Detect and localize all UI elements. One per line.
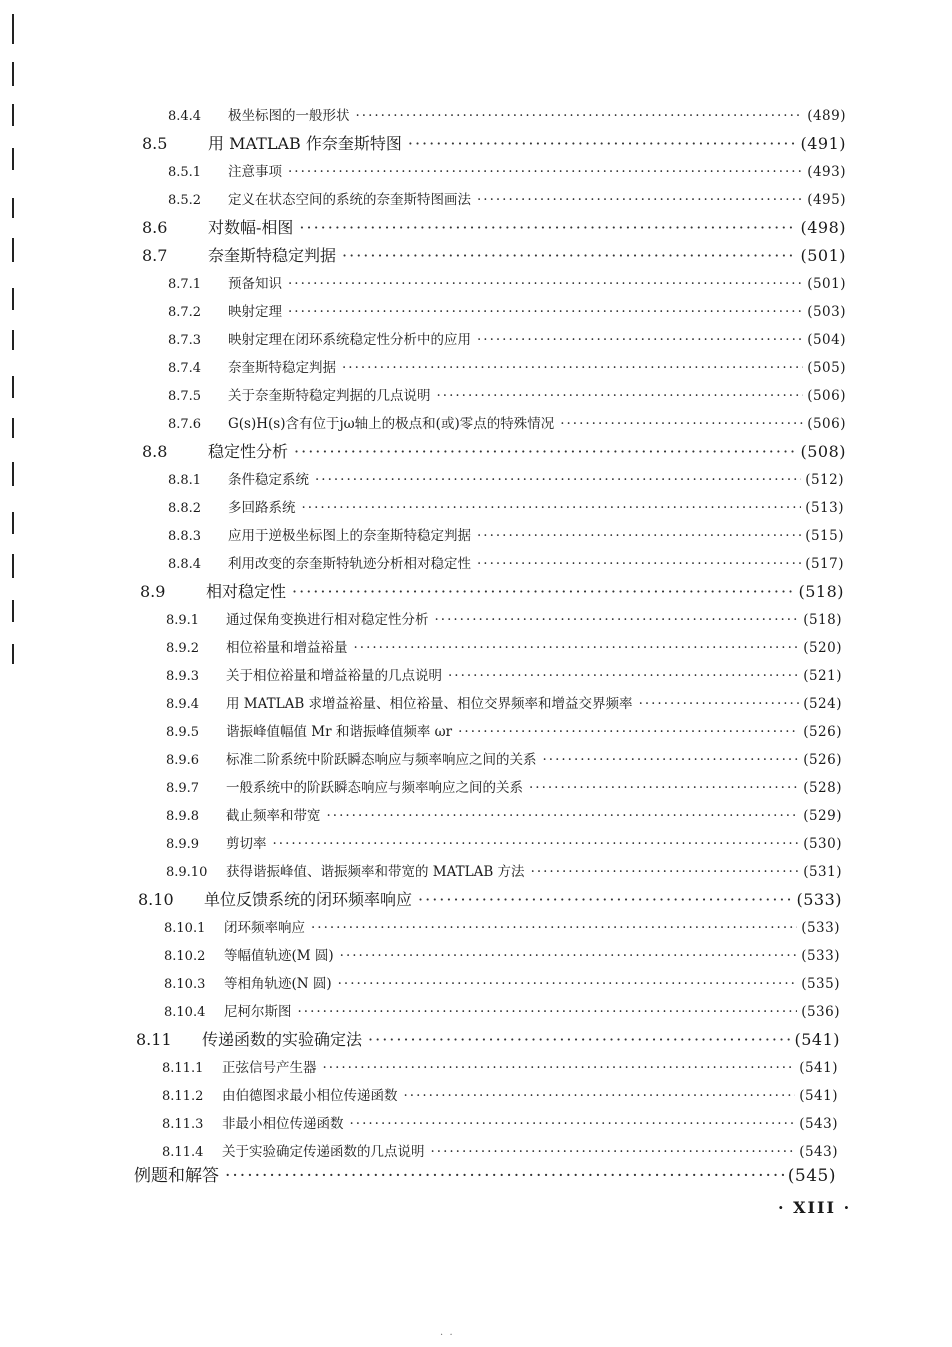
toc-leader-dots — [435, 608, 800, 632]
toc-entry[interactable] — [166, 860, 842, 884]
toc-entry-title: 奈奎斯特稳定判据 — [208, 246, 337, 265]
toc-entry-page: (506) — [807, 416, 846, 432]
toc-entry-title: 传递函数的实验确定法 — [202, 1030, 363, 1049]
toc-leader-dots — [340, 944, 798, 968]
toc-entry[interactable] — [166, 608, 842, 632]
toc-entry-title: 相对稳定性 — [206, 582, 287, 601]
toc-leader-dots — [342, 244, 796, 268]
toc-leader-dots — [315, 468, 801, 492]
toc-entry[interactable] — [136, 1028, 840, 1052]
toc-leader-dots — [311, 916, 797, 940]
toc-entry-title: 应用于逆极坐标图上的奈奎斯特稳定判据 — [228, 528, 471, 544]
toc-entry[interactable] — [162, 1056, 838, 1080]
toc-entry-page: (531) — [803, 864, 842, 880]
toc-entry-number: 8.8.4 — [168, 557, 202, 572]
toc-entry-title: 映射定理 — [228, 304, 282, 320]
toc-entry-number: 8.5.1 — [168, 165, 202, 180]
toc-entry-number: 8.11.1 — [162, 1061, 204, 1076]
toc-entry-number: 8.4.4 — [168, 109, 202, 124]
toc-entry[interactable] — [168, 496, 844, 520]
toc-entry-number: 8.11.4 — [162, 1145, 204, 1160]
page-number-marker: · XIII · — [778, 1198, 852, 1217]
toc-entry-page: (495) — [807, 192, 846, 208]
toc-entry-number: 8.5 — [142, 134, 168, 153]
toc-entry-number: 8.7.5 — [168, 389, 202, 404]
toc-entry-page: (506) — [807, 388, 846, 404]
toc-entry-page: (543) — [799, 1116, 838, 1132]
toc-entry[interactable] — [162, 1112, 838, 1136]
toc-entry[interactable] — [168, 552, 844, 576]
toc-entry-page: (501) — [807, 276, 846, 292]
toc-entry-number: 8.6 — [142, 218, 168, 237]
toc-entry-title: 等幅值轨迹(M 圆) — [224, 948, 334, 964]
toc-leader-dots — [302, 496, 802, 520]
toc-entry-page: (503) — [807, 304, 846, 320]
toc-entry-page: (533) — [796, 890, 842, 909]
toc-entry-number: 8.9 — [140, 582, 166, 601]
toc-entry-title: G(s)H(s)含有位于jω轴上的极点和(或)零点的特殊情况 — [228, 416, 555, 432]
scan-edge-mark — [12, 330, 14, 350]
toc-entry[interactable] — [164, 944, 840, 968]
toc-leader-dots — [458, 720, 799, 744]
toc-leader-dots — [288, 300, 803, 324]
toc-entry-page: (517) — [805, 556, 844, 572]
toc-entry-title: 关于相位裕量和增益裕量的几点说明 — [226, 668, 442, 684]
toc-entry-title: 关于实验确定传递函数的几点说明 — [222, 1144, 425, 1160]
toc-entry-title: 获得谐振峰值、谐振频率和带宽的 MATLAB 方法 — [226, 864, 525, 880]
scan-edge-mark — [12, 644, 14, 664]
toc-entry[interactable] — [168, 356, 846, 380]
toc-leader-dots — [342, 356, 803, 380]
toc-entry-title: 例题和解答 — [134, 1166, 219, 1186]
toc-entry-title: 稳定性分析 — [208, 442, 289, 461]
toc-entry-number: 8.10.3 — [164, 977, 206, 992]
toc-entry-title: 极坐标图的一般形状 — [228, 108, 350, 124]
toc-entry-page: (518) — [803, 612, 842, 628]
toc-leader-dots — [327, 804, 800, 828]
toc-entry[interactable] — [166, 692, 842, 716]
toc-entry-title: 多回路系统 — [228, 500, 296, 516]
toc-entry-page: (545) — [787, 1166, 836, 1186]
toc-entry-page: (505) — [807, 360, 846, 376]
toc-entry-title: 等相角轨迹(N 圆) — [224, 976, 332, 992]
toc-entry-title: 谐振峰值幅值 Mr 和谐振峰值频率 ωr — [226, 724, 453, 740]
toc-entry-title: 通过保角变换进行相对稳定性分析 — [226, 612, 429, 628]
toc-entry-title: 尼柯尔斯图 — [224, 1004, 292, 1020]
toc-leader-dots — [543, 748, 800, 772]
toc-entry[interactable] — [142, 216, 846, 240]
toc-entry[interactable] — [168, 384, 846, 408]
toc-entry-page: (513) — [805, 500, 844, 516]
toc-entry-title: 闭环频率响应 — [224, 920, 305, 936]
toc-entry-title: 对数幅-相图 — [208, 218, 294, 237]
toc-entry-page: (515) — [805, 528, 844, 544]
toc-leader-dots — [404, 1084, 796, 1108]
toc-entry-number: 8.5.2 — [168, 193, 202, 208]
toc-leader-dots — [531, 860, 800, 884]
scan-edge-mark — [12, 512, 14, 534]
toc-entry-page: (533) — [801, 920, 840, 936]
toc-entry[interactable] — [138, 888, 842, 912]
toc-entry-page: (533) — [801, 948, 840, 964]
scan-edge-mark — [12, 554, 14, 578]
toc-entry[interactable] — [134, 1164, 836, 1188]
toc-entry-number: 8.9.10 — [166, 865, 208, 880]
toc-entry-page: (504) — [807, 332, 846, 348]
toc-entry-page: (520) — [803, 640, 842, 656]
toc-entry-title: 非最小相位传递函数 — [222, 1116, 344, 1132]
toc-entry-number: 8.8.2 — [168, 501, 202, 516]
toc-entry[interactable] — [142, 244, 846, 268]
scan-edge-mark — [12, 104, 14, 126]
toc-entry-page: (498) — [800, 218, 846, 237]
toc-entry[interactable] — [142, 440, 846, 464]
toc-leader-dots — [354, 636, 800, 660]
toc-entry[interactable] — [166, 776, 842, 800]
toc-leader-dots — [560, 412, 803, 436]
toc-entry-number: 8.8.1 — [168, 473, 202, 488]
toc-leader-dots — [288, 272, 803, 296]
toc-entry-number: 8.7.2 — [168, 305, 202, 320]
toc-entry-number: 8.11.3 — [162, 1117, 204, 1132]
scan-edge-mark — [12, 600, 14, 622]
toc-leader-dots — [368, 1028, 790, 1052]
toc-entry-number: 8.11.2 — [162, 1089, 204, 1104]
toc-entry[interactable] — [168, 188, 846, 212]
toc-entry-page: (543) — [799, 1144, 838, 1160]
scan-edge-mark — [12, 198, 14, 218]
scan-edge-mark — [12, 288, 14, 310]
toc-entry-page: (518) — [798, 582, 844, 601]
toc-leader-dots — [288, 160, 803, 184]
toc-entry-number: 8.9.2 — [166, 641, 200, 656]
toc-entry[interactable] — [168, 272, 846, 296]
toc-leader-dots — [292, 580, 794, 604]
toc-entry-page: (491) — [800, 134, 846, 153]
toc-entry-title: 剪切率 — [226, 836, 267, 852]
toc-entry-title: 单位反馈系统的闭环频率响应 — [204, 890, 413, 909]
toc-leader-dots — [356, 104, 804, 128]
toc-entry[interactable] — [162, 1140, 838, 1164]
toc-entry-number: 8.9.6 — [166, 753, 200, 768]
toc-entry[interactable] — [168, 160, 846, 184]
toc-entry-number: 8.7.6 — [168, 417, 202, 432]
toc-entry[interactable] — [164, 1000, 840, 1024]
toc-entry-number: 8.9.3 — [166, 669, 200, 684]
toc-entry[interactable] — [164, 972, 840, 996]
toc-leader-dots — [298, 1000, 798, 1024]
toc-entry-title: 正弦信号产生器 — [222, 1060, 317, 1076]
toc-leader-dots — [294, 440, 796, 464]
toc-leader-dots — [477, 328, 803, 352]
toc-entry-title: 注意事项 — [228, 164, 282, 180]
toc-entry-number: 8.7.4 — [168, 361, 202, 376]
toc-leader-dots — [225, 1164, 784, 1188]
toc-entry-page: (541) — [799, 1088, 838, 1104]
toc-leader-dots — [477, 552, 801, 576]
toc-leader-dots — [639, 692, 800, 716]
toc-leader-dots — [408, 132, 797, 156]
scan-edge-mark — [12, 418, 14, 438]
toc-entry-number: 8.8.3 — [168, 529, 202, 544]
toc-entry-title: 用 MATLAB 求增益裕量、相位裕量、相位交界频率和增益交界频率 — [226, 696, 633, 712]
toc-entry-page: (541) — [794, 1030, 840, 1049]
toc-entry-title: 由伯德图求最小相位传递函数 — [222, 1088, 398, 1104]
toc-entry-page: (493) — [807, 164, 846, 180]
toc-entry-title: 奈奎斯特稳定判据 — [228, 360, 336, 376]
toc-entry-number: 8.9.9 — [166, 837, 200, 852]
toc-leader-dots — [299, 216, 796, 240]
toc-entry-title: 一般系统中的阶跃瞬态响应与频率响应之间的关系 — [226, 780, 523, 796]
scan-specks: · · — [440, 1330, 453, 1341]
toc-entry-page: (528) — [803, 780, 842, 796]
toc-leader-dots — [477, 524, 801, 548]
toc-entry-title: 定义在状态空间的系统的奈奎斯特图画法 — [228, 192, 471, 208]
toc-entry-page: (512) — [805, 472, 844, 488]
toc-entry[interactable] — [166, 804, 842, 828]
toc-entry[interactable] — [142, 132, 846, 156]
toc-entry-number: 8.8 — [142, 442, 168, 461]
toc-entry-title: 标准二阶系统中阶跃瞬态响应与频率响应之间的关系 — [226, 752, 537, 768]
toc-entry-title: 截止频率和带宽 — [226, 808, 321, 824]
toc-entry-title: 映射定理在闭环系统稳定性分析中的应用 — [228, 332, 471, 348]
toc-entry-number: 8.9.4 — [166, 697, 200, 712]
toc-entry[interactable] — [164, 916, 840, 940]
toc-entry-page: (489) — [807, 108, 846, 124]
toc-entry-number: 8.9.7 — [166, 781, 200, 796]
toc-leader-dots — [477, 188, 803, 212]
toc-entry[interactable] — [168, 524, 844, 548]
toc-entry-page: (521) — [803, 668, 842, 684]
toc-leader-dots — [273, 832, 800, 856]
toc-entry-title: 利用改变的奈奎斯特轨迹分析相对稳定性 — [228, 556, 471, 572]
toc-leader-dots — [350, 1112, 796, 1136]
toc-entry[interactable] — [166, 748, 842, 772]
toc-entry[interactable] — [162, 1084, 838, 1108]
toc-entry-page: (508) — [800, 442, 846, 461]
toc-entry-number: 8.9.5 — [166, 725, 200, 740]
toc-entry[interactable] — [140, 580, 844, 604]
toc-leader-dots — [448, 664, 799, 688]
scan-edge-mark — [12, 462, 14, 486]
toc-entry-page: (526) — [803, 724, 842, 740]
toc-entry-page: (541) — [799, 1060, 838, 1076]
scan-edge-mark — [12, 14, 14, 44]
toc-leader-dots — [323, 1056, 796, 1080]
scan-edge-mark — [12, 62, 14, 86]
toc-entry-title: 预备知识 — [228, 276, 282, 292]
toc-entry-title: 条件稳定系统 — [228, 472, 309, 488]
scan-edge-mark — [12, 148, 14, 170]
toc-entry[interactable] — [168, 468, 844, 492]
toc-entry-page: (526) — [803, 752, 842, 768]
toc-entry-number: 8.7.3 — [168, 333, 202, 348]
toc-entry[interactable] — [168, 300, 846, 324]
toc-entry[interactable] — [168, 412, 846, 436]
toc-entry-page: (530) — [803, 836, 842, 852]
toc-entry[interactable] — [168, 104, 846, 128]
toc-entry[interactable] — [168, 328, 846, 352]
toc-entry-number: 8.10 — [138, 890, 174, 909]
toc-leader-dots — [338, 972, 798, 996]
toc-entry-page: (501) — [800, 246, 846, 265]
toc-entry[interactable] — [166, 832, 842, 856]
toc-entry-title: 相位裕量和增益裕量 — [226, 640, 348, 656]
toc-entry[interactable] — [166, 720, 842, 744]
toc-entry-number: 8.10.4 — [164, 1005, 206, 1020]
toc-entry[interactable] — [166, 664, 842, 688]
toc-leader-dots — [418, 888, 792, 912]
toc-leader-dots — [437, 384, 804, 408]
toc-entry-number: 8.7 — [142, 246, 168, 265]
toc-entry-number: 8.10.2 — [164, 949, 206, 964]
toc-entry-number: 8.11 — [136, 1030, 172, 1049]
toc-entry-number: 8.7.1 — [168, 277, 202, 292]
toc-entry-page: (535) — [801, 976, 840, 992]
scan-edge-mark — [12, 238, 14, 262]
toc-entry-page: (529) — [803, 808, 842, 824]
toc-entry-number: 8.9.8 — [166, 809, 200, 824]
toc-entry-number: 8.9.1 — [166, 613, 200, 628]
toc-entry-title: 关于奈奎斯特稳定判据的几点说明 — [228, 388, 431, 404]
toc-entry-page: (536) — [801, 1004, 840, 1020]
toc-leader-dots — [529, 776, 799, 800]
toc-entry-page: (524) — [803, 696, 842, 712]
toc-leader-dots — [431, 1140, 796, 1164]
scan-edge-mark — [12, 376, 14, 398]
toc-entry[interactable] — [166, 636, 842, 660]
toc-entry-number: 8.10.1 — [164, 921, 206, 936]
toc-entry-title: 用 MATLAB 作奈奎斯特图 — [208, 134, 402, 153]
